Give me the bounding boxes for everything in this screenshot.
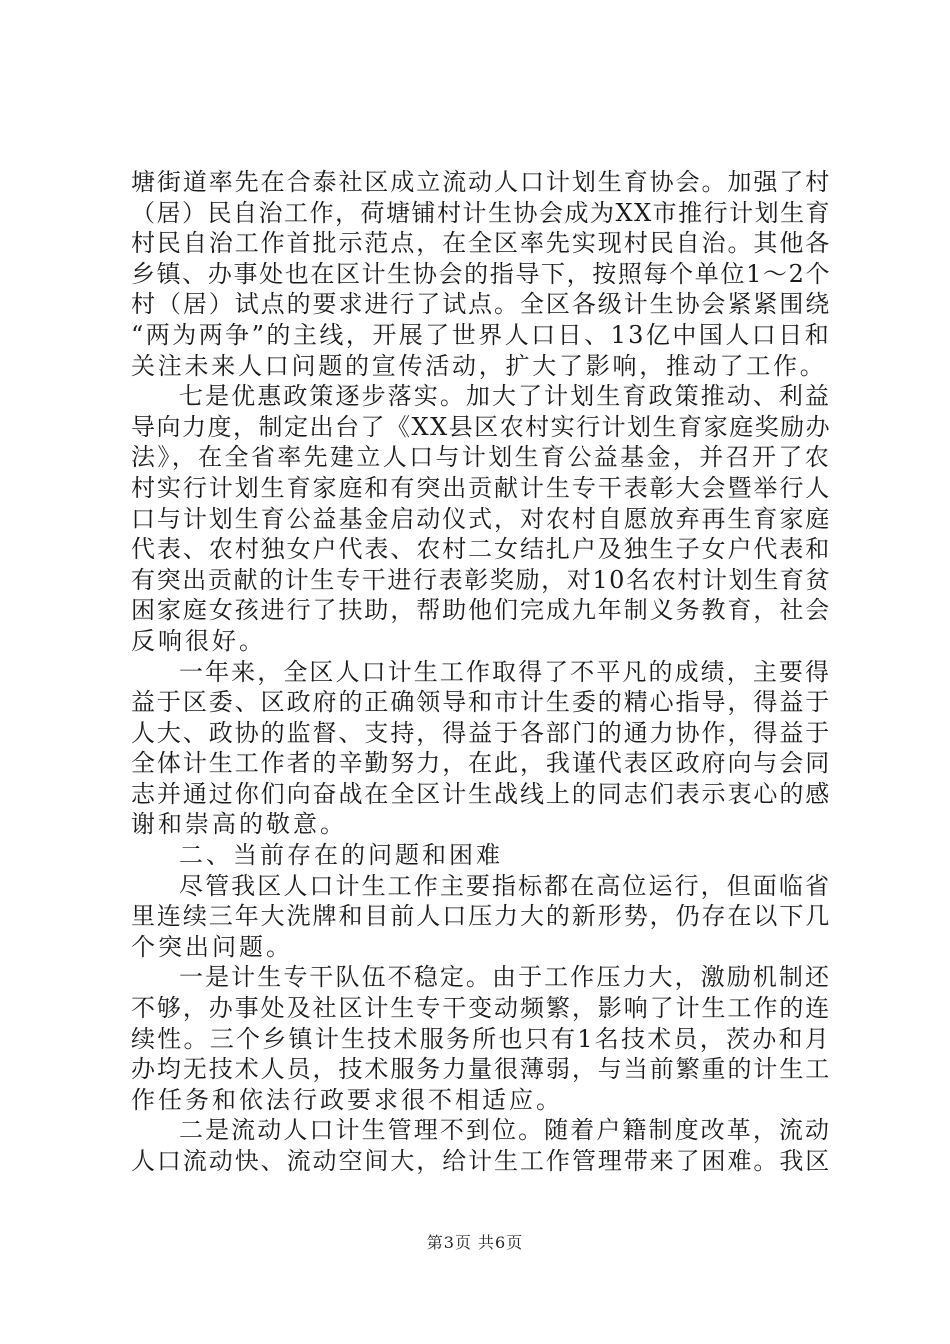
page-number-label: 第3页 共6页: [426, 1233, 524, 1252]
text-line: 法》，在全省率先建立人口与计划生育公益基金，并召开了农: [131, 443, 831, 472]
text-line: “两为两争”的主线，开展了世界人口日、13亿中国人口日和: [131, 320, 831, 349]
section-heading: 二、当前存在的问题和困难: [179, 841, 503, 870]
text-line: 乡镇、办事处也在区计生协会的指导下，按照每个单位1～2个: [131, 259, 831, 288]
text-line: 个突出问题。: [131, 932, 293, 961]
text-line: 代表、农村独女户代表、农村二女结扎户及独生子女户代表和: [131, 535, 831, 564]
text-line: 村民自治工作首批示范点，在全区率先实现村民自治。其他各: [131, 229, 831, 258]
text-line: 导向力度，制定出台了《XX县区农村实行计划生育家庭奖励办: [131, 412, 832, 441]
page-footer: [0, 1233, 950, 1253]
text-line: 口与计划生育公益基金启动仪式，对农村自愿放弃再生育家庭: [131, 504, 831, 533]
paragraph-first-line: 尽管我区人口计生工作主要指标都在高位运行，但面临省: [179, 871, 831, 900]
text-line: 谢和崇高的敬意。: [131, 810, 347, 839]
text-line: 反响很好。: [131, 626, 266, 655]
text-line: 续性。三个乡镇计生技术服务所也只有1名技术员，茨办和月: [131, 1024, 832, 1053]
text-line: （居）民自治工作，荷塘铺村计生协会成为XX市推行计划生育: [131, 198, 832, 227]
text-line: 人大、政协的监督、支持，得益于各部门的通力协作，得益于: [131, 718, 831, 747]
text-line: 办均无技术人员，技术服务力量很薄弱，与当前繁重的计生工: [131, 1055, 831, 1084]
text-line: 作任务和依法行政要求很不相适应。: [131, 1085, 563, 1114]
text-line: 有突出贡献的计生专干进行表彰奖励，对10名农村计划生育贫: [131, 565, 831, 594]
paragraph-first-line: 七是优惠政策逐步落实。加大了计划生育政策推动、利益: [179, 382, 831, 411]
text-line: 关注未来人口问题的宣传活动，扩大了影响，推动了工作。: [131, 351, 827, 380]
paragraph-first-line: 二是流动人口计生管理不到位。随着户籍制度改革，流动: [179, 1116, 831, 1145]
text-line: 全体计生工作者的辛勤努力，在此，我谨代表区政府向与会同: [131, 749, 831, 778]
text-line: 里连续三年大洗牌和目前人口压力大的新形势，仍存在以下几: [131, 902, 831, 931]
text-line: 人口流动快、流动空间大，给计生工作管理带来了困难。我区: [131, 1147, 831, 1175]
paragraph-first-line: 一年来，全区人口计生工作取得了不平凡的成绩，主要得: [179, 657, 831, 686]
text-line: 益于区委、区政府的正确领导和市计生委的精心指导，得益于: [131, 688, 831, 717]
text-line: 塘街道率先在合泰社区成立流动人口计划生育协会。加强了村: [131, 168, 831, 196]
text-line: 村（居）试点的要求进行了试点。全区各级计生协会紧紧围绕: [131, 290, 831, 319]
text-line: 不够，办事处及社区计生专干变动频繁，影响了计生工作的连: [131, 994, 831, 1023]
text-line: 村实行计划生育家庭和有突出贡献计生专干表彰大会暨举行人: [131, 473, 831, 502]
text-line: 困家庭女孩进行了扶助，帮助他们完成九年制义务教育，社会: [131, 596, 831, 625]
text-line: 志并通过你们向奋战在全区计生战线上的同志们表示衷心的感: [131, 779, 831, 808]
paragraph-first-line: 一是计生专干队伍不稳定。由于工作压力大，激励机制还: [179, 963, 831, 992]
document-body: [131, 167, 831, 1177]
